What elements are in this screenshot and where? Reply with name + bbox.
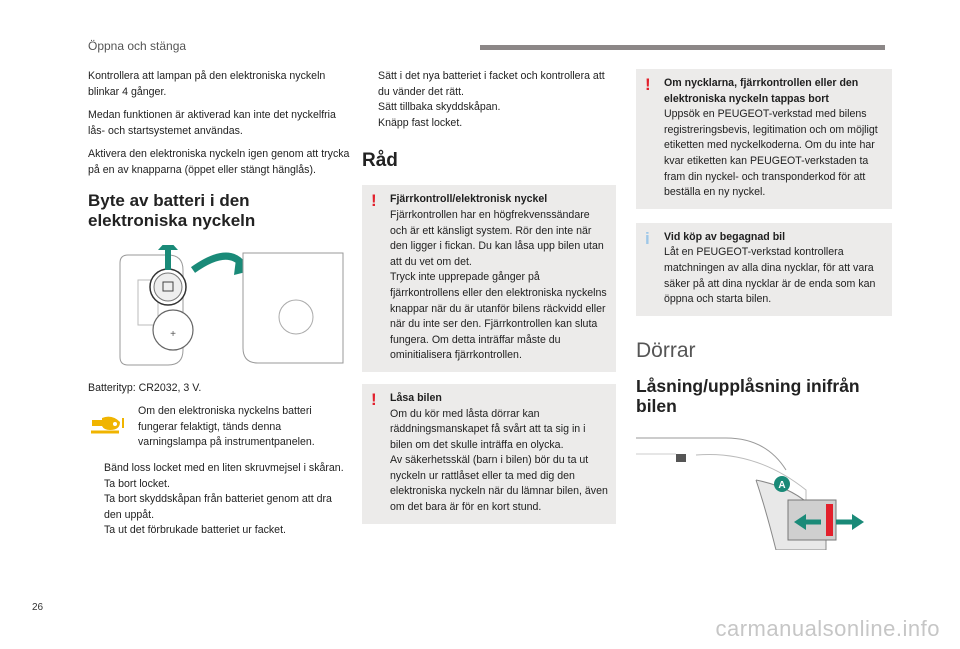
heading-advice: Råd (362, 150, 398, 172)
heading-battery-change: Byte av batteri i den elektroniska nyckeln (88, 190, 256, 230)
list-item: Ta bort skyddskåpan från batteriet genom att dra den uppåt. (104, 493, 332, 521)
step-list (88, 461, 350, 539)
box-text: Fjärrkontrollen har en högfrekvenssändare och är ett känsligt system. Rör den inte när den ligger i fickan. Du kan låsa upp bilen utan att du vet om det. (390, 208, 604, 268)
warning-box-lost-keys (636, 69, 892, 209)
info-icon: i (645, 228, 650, 248)
column-1 (88, 69, 350, 539)
key-battery-illustration (88, 245, 350, 373)
column-2 (362, 69, 616, 536)
warning-box-locking (362, 384, 616, 524)
box-title: Låsa bilen (390, 391, 442, 404)
section-header-title: Öppna och stänga (88, 39, 187, 53)
list-item: Bänd loss locket med en liten skruvmejsel i skåran. (104, 461, 344, 474)
box-text: Om du kör med låsta dörrar kan räddningsmanskapet få svårt att ta sig in i bilen om det skulle inträffa en olycka. (390, 407, 586, 451)
warning-box-remote (362, 185, 616, 372)
svg-text:+: + (170, 328, 176, 340)
warning-lamp-note (88, 404, 350, 451)
warning-icon: ! (371, 191, 377, 211)
key-warning-lamp-icon (88, 410, 128, 440)
section-title-doors: Dörrar (636, 338, 696, 362)
door-lock-diagram-icon (636, 430, 876, 550)
box-title: Vid köp av begagnad bil (664, 230, 786, 243)
list-item: Sätt i det nya batteriet i facket och kontrollera att du vänder det rätt. (378, 70, 605, 98)
paragraph: Kontrollera att lampan på den elektroniska nyckeln blinkar 4 gånger. (88, 70, 326, 98)
box-text: Uppsök en PEUGEOT-verkstad med bilens registreringsbevis, legitimation och om möjligt etiketten med nyckelkoderna. Om du inte har kvar etiketten kan PEUGEOT-verkstaden ta fram din nyckel- och transponderkod för att beställa en ny nyckel. (664, 108, 878, 199)
warning-icon: ! (645, 75, 651, 94)
door-lock-illustration (636, 430, 892, 550)
list-item: Knäpp fast locket. (378, 116, 463, 129)
box-title: Fjärrkontroll/elektronisk nyckel (390, 193, 548, 206)
list-item: Ta ut det förbrukade batteriet ur facket. (104, 524, 286, 537)
header-bar (480, 45, 885, 50)
warning-icon: ! (371, 389, 377, 409)
page-number: 26 (32, 602, 44, 613)
list-item: Ta bort locket. (104, 477, 170, 490)
step-list (362, 69, 616, 131)
warning-lamp-text: Om den elektroniska nyckelns batteri fungerar felaktigt, tänds denna varningslampa på instrumentpanelen. (138, 405, 315, 449)
label-a: A (778, 479, 786, 491)
box-text: Låt en PEUGEOT-verkstad kontrollera matchningen av alla dina nycklar, för att vara säker på att dina nycklar är de enda som kan öppna och starta bilen. (664, 246, 876, 306)
box-text: Av säkerhetsskäl (barn i bilen) bör du ta ut nyckeln ur rattlåset eller ta med dig den elektroniska nyckeln när du lämnar bilen, även om det bara är för en kort stund. (390, 454, 608, 514)
info-box-used-car (636, 223, 892, 316)
key-battery-diagram-icon (118, 245, 368, 373)
box-title: Om nycklarna, fjärrkontrollen eller den elektroniska nyckeln tappas bort (664, 77, 859, 105)
paragraph: Aktivera den elektroniska nyckeln igen genom att trycka på en av knapparna (öppet eller stängt hänglås). (88, 148, 350, 176)
box-text: Tryck inte upprepade gånger på fjärrkontrollens eller den elektroniska nyckelns knappar när du är utanför bilens räckvidd eller när du inte ser den. Fjärrkontrollen kan sluta fungera. Om detta inträffar måste du ominitialisera fjärrkontrollen. (390, 271, 607, 362)
watermark: carmanualsonline.info (715, 616, 940, 641)
battery-type: Batterityp: CR2032, 3 V. (88, 381, 202, 394)
column-3 (636, 69, 892, 550)
list-item: Sätt tillbaka skyddskåpan. (378, 101, 501, 114)
paragraph: Medan funktionen är aktiverad kan inte det nyckelfria lås- och startsystemet användas. (88, 109, 336, 137)
heading-locking-inside: Låsning/upplåsning inifrån bilen (636, 375, 860, 416)
